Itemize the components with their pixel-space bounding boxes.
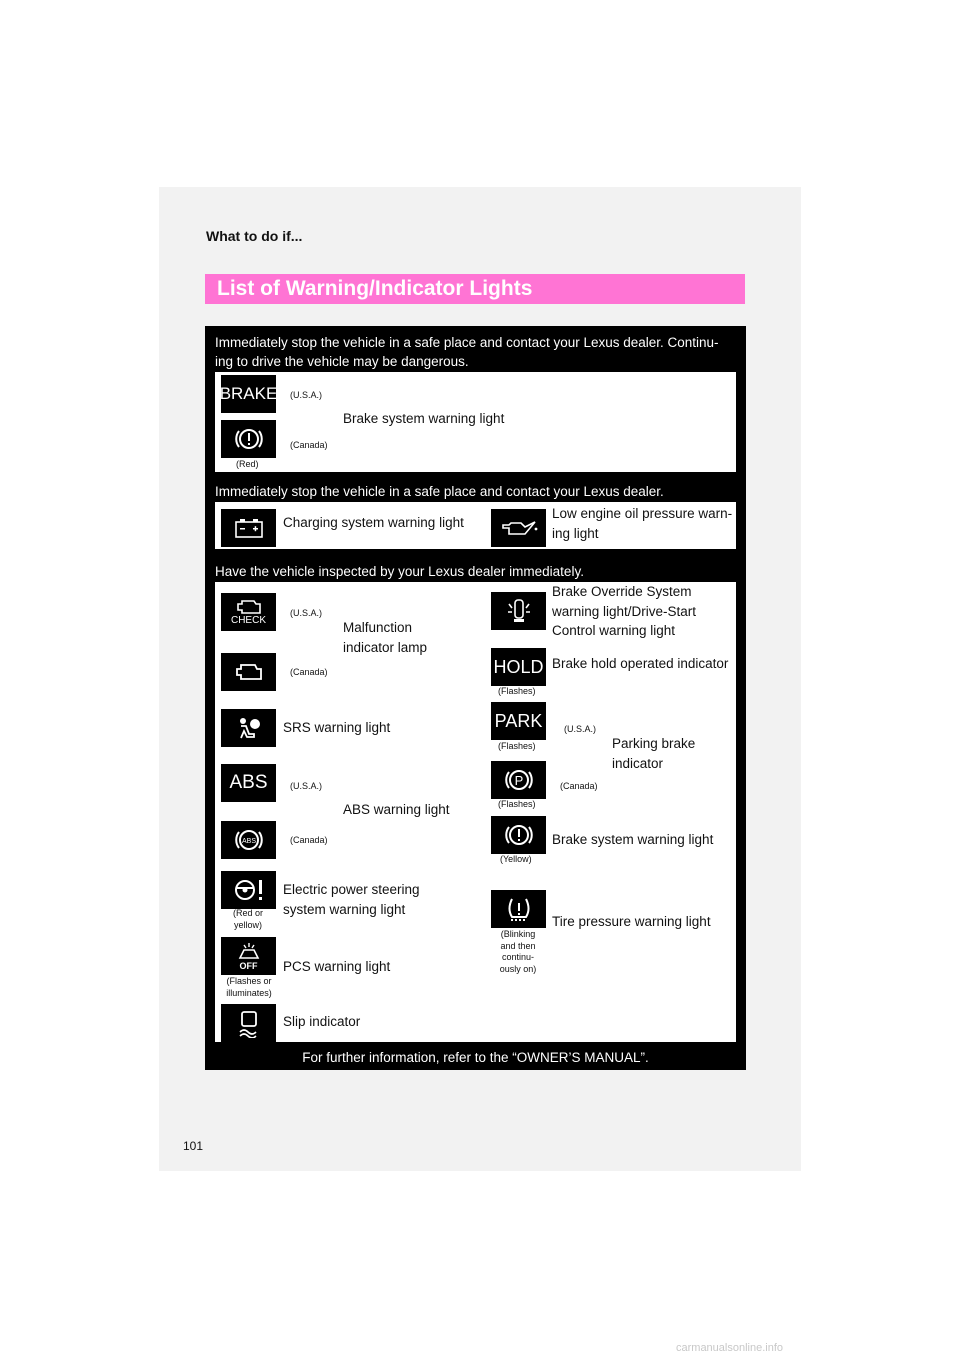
label-charging: Charging system warning light [283,515,464,530]
label-usa: (U.S.A.) [290,781,323,791]
brake-text-icon: BRAKE [221,375,276,413]
battery-icon [221,509,276,547]
pcs-off-icon [221,937,276,975]
band-inspect: Have the vehicle inspected by your Lexus dealer immediately. [215,564,584,579]
svg-text:P: P [514,773,523,788]
label-canada: (Canada) [290,667,328,677]
page-number: 101 [183,1139,204,1153]
brake-exclamation-icon [221,420,276,458]
label-brake-override: Brake Override System warning light/Drive-Start Control warning light [552,584,697,638]
label-canada: (Canada) [290,440,328,450]
watermark: carmanualsonline.info [676,1342,784,1354]
label-tire-pressure: Tire pressure warning light [552,914,711,929]
band-stop-contact: Immediately stop the vehicle in a safe place and contact your Lexus dealer. [215,484,664,499]
label-red: (Red) [236,459,259,469]
label-pcs: PCS warning light [283,959,391,974]
label-flashes: (Flashes) [498,741,536,751]
band-stop-now: Immediately stop the vehicle in a safe place and contact your Lexus dealer. Continu-ing to drive the vehicle may be dangerous. [215,335,719,369]
label-usa: (U.S.A.) [290,390,323,400]
label-canada: (Canada) [290,835,328,845]
park-icon: PARK [491,702,546,740]
label-brake-hold: Brake hold operated indicator [552,656,729,671]
oil-can-icon [491,509,546,547]
check-engine-icon [221,593,276,631]
label-flashes-or-illuminates: (Flashes or illuminates) [226,976,272,998]
label-red-or-yellow: (Red or yellow) [232,908,263,930]
srs-airbag-icon [221,709,276,747]
label-eps: Electric power steering system warning light [283,882,420,917]
abs-circle-icon [221,821,276,859]
hold-icon: HOLD [491,648,546,686]
label-brake-system: Brake system warning light [343,411,505,426]
svg-text:ABS: ABS [241,838,256,845]
engine-icon [221,653,276,691]
label-malfunction: Malfunction indicator lamp [343,620,428,655]
slip-indicator-icon [221,1004,276,1042]
brake-exclamation-yellow-icon [491,816,546,854]
eps-steering-icon [221,871,276,909]
check-label: CHECK [230,615,266,626]
label-abs: ABS warning light [343,802,450,817]
abs-text-icon: ABS [221,764,276,802]
label-usa: (U.S.A.) [290,608,323,618]
label-oil-pressure: Low engine oil pressure warn-ing light [552,506,733,541]
parking-p-icon [491,761,546,799]
brake-override-icon [491,592,546,630]
pcs-off-label: OFF [239,960,258,971]
footer-note: For further information, refer to the “OWNER’S MANUAL”. [302,1050,649,1065]
label-blinking: (Blinking and then continu-ously on) [499,929,537,974]
page-title: List of Warning/Indicator Lights [205,274,745,304]
label-srs: SRS warning light [283,720,391,735]
label-brake-system-yellow: Brake system warning light [552,832,714,847]
label-usa: (U.S.A.) [564,724,597,734]
label-yellow: (Yellow) [500,854,532,864]
label-flashes: (Flashes) [498,686,536,696]
label-flashes: (Flashes) [498,799,536,809]
label-canada: (Canada) [560,781,598,791]
tire-pressure-icon [491,890,546,928]
label-parking-brake: Parking brake indicator [612,736,696,771]
section-header: What to do if... [206,228,303,244]
label-slip: Slip indicator [283,1014,361,1029]
